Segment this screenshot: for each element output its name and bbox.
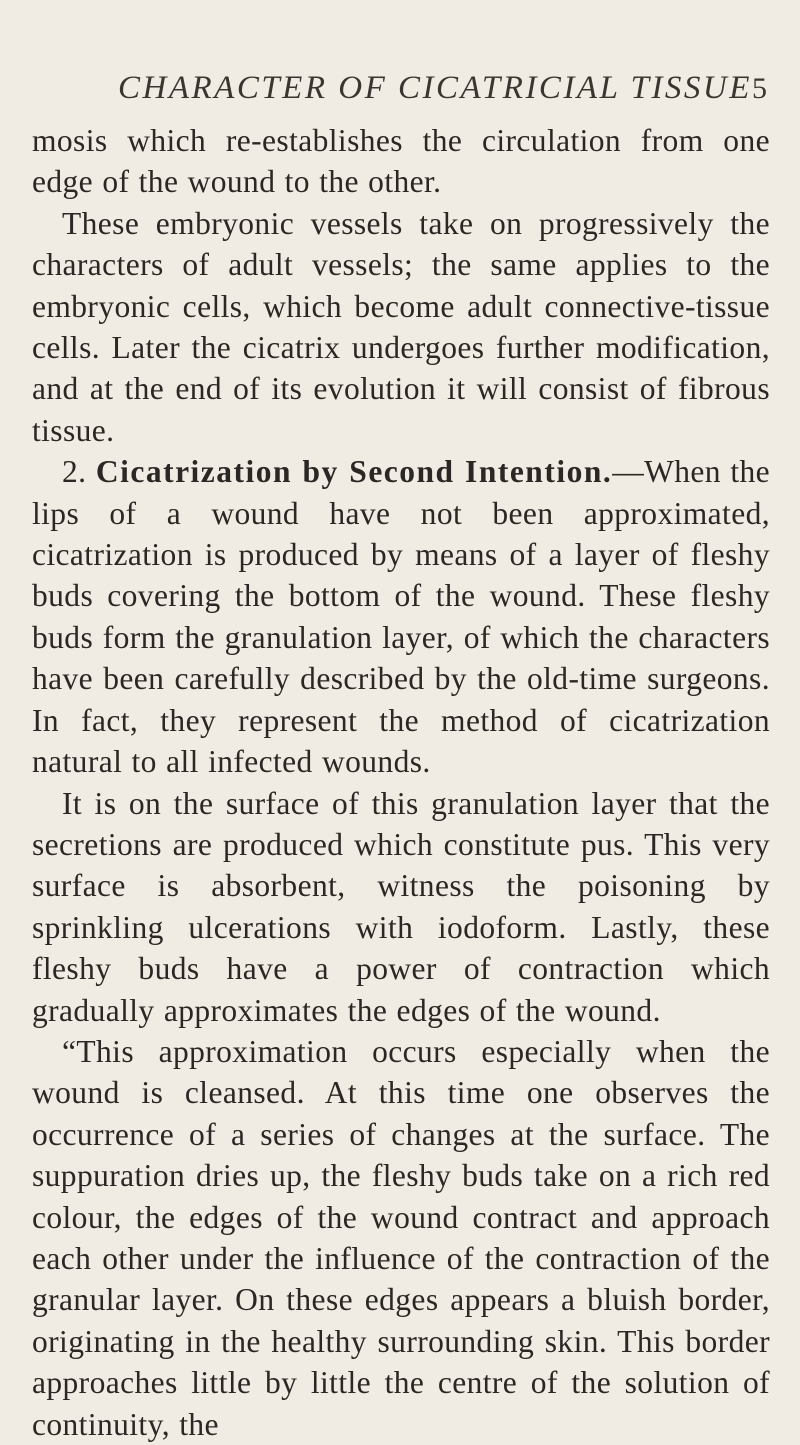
running-head: CHARACTER OF CICATRICIAL TISSUE	[118, 70, 752, 106]
page-number: 5	[752, 72, 767, 105]
paragraph: These embryonic vessels take on progressively the characters of adult vessels; the same applies to the embryonic cells, which become adult connective-tissue cells. Later the cicatrix undergoes further modification, and at the end of its evolution it will consist of fibrous tissue.	[32, 205, 770, 448]
paragraph-quotation: “This approximation occurs especially when the wound is cleansed. At this time one observes the occurrence of a series of changes at the surface. The suppuration dries up, the fleshy buds take on a rich red colour, the edges of the wound contract and approach each other under the influence of the contraction of the granular layer. On these edges appears a bluish border, originating in the healthy surrounding skin. This border approaches little by little the centre of the solution of continuity, the	[32, 1033, 770, 1442]
paragraph-continuation: mosis which re-establishes the circulation from one edge of the wound to the other.	[32, 123, 770, 200]
page-header	[118, 70, 767, 120]
paragraph: It is on the surface of this granulation layer that the secretions are produced which constitute pus. This very surface is absorbent, witness the poisoning by sprinkling ulcerations with iodoform. Lastly, these fleshy buds have a power of contraction which gradually approximates the edges of the wound.	[32, 785, 770, 1028]
section-heading: Cicatrization by Second Intention.	[95, 454, 613, 490]
section-number: 2.	[62, 454, 87, 490]
paragraph-section	[32, 451, 770, 782]
body-text	[32, 120, 770, 1445]
section-text: —When the lips of a wound have not been approximated, cicatrization is produced by means of a layer of fleshy buds covering the bottom of the wound. These fleshy buds form the granulation layer, of which the characters have been carefully described by the old-time surgeons. In fact, they represent the method of cicatrization natural to all infected wounds.	[32, 454, 771, 780]
